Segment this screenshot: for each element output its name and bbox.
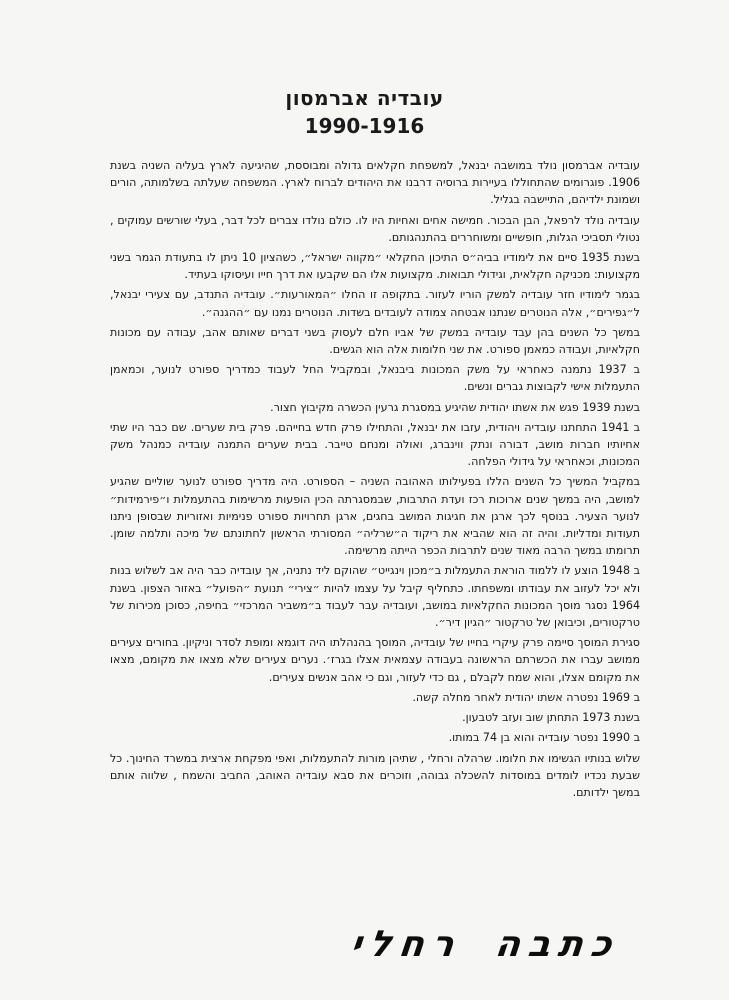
paragraph: בגמר לימודיו חזר עובדיה למשק הוריו לעזור. בתקופה זו החלו ״המאורעות״. עובדיה התנדב, עם צעירי יבנאל, ל״גפירים״, אלה הנוטרים שנתנו אבטחה צמודה לעובדים בשדות. הנוטרים נמנו עם ״ההגנה״. — [110, 288, 640, 319]
paragraph: בשנת 1973 התחתן שוב ועזב לטבעון. — [462, 711, 640, 725]
paragraph: ב 1990 נפטר עובדיה והוא בן 74 במותו. — [448, 731, 640, 745]
paragraph: עובדיה נולד לרפאל, הבן הבכור. חמישה אחים ואחיות היו לו. כולם נולדו צברים לכל דבר, בעלי שורשים עמוקים , נטולי תסביכי הגלות, חופשיים ומשוחררים בהתנהגותם. — [110, 213, 640, 244]
paragraph: במשך כל השנים בהן עבד עובדיה במשק של אביו חלם לעסוק בשני דברים שאותם אהב, עבודה עם מכונות חקלאיות, ועבודה כמאמן ספורט. את שני חלומות אלה הוא הגשים. — [110, 325, 640, 357]
page-title: עובדיה אברמסון — [285, 86, 444, 110]
paragraph: בשנת 1939 פגש את אשתו יהודית שהיגיע במסגרת גרעין הכשרה מקיבוץ חצור. — [270, 400, 640, 414]
paragraph: ב 1941 התחתנו עובדיה ויהודית, עזבו את יבנאל, והתחילו פרק חדש בחייהם. פרק בית שערים. שם כבר היו שתי אחיותיו חברות מושב, דבורה ונתק ווינברג, ואולה ומנחם טייבר. בבית שערים התמנה עובדיה כמנהל משק המכונות, וכאחראי על גידולי הפלחה. — [110, 420, 640, 469]
signature-word-name: רחלי — [347, 924, 465, 965]
paragraph: ב 1937 נתמנה כאחראי על משק המכונות ביבנאל, ובמקביל החל לעבוד כמדריך ספורט לנוער, וכמאמן התעמלות אישי לקבוצות גברים ונשים. — [110, 363, 640, 394]
paragraph: ב 1969 נפטרה אשתו יהודית לאחר מחלה קשה. — [412, 690, 640, 704]
paragraph: שלוש בנותיו הגשימו את חלומו. שרהלה ורחלי , שתיהן מורות להתעמלות, ואפי מפקחת ארצית במשרד החינוך. כל שבעת נכדיו לומדים במוסדות להשכלה גבוהה, וזוכרים את סבא עובדיה האוהב, החביב והשמח , שלווה אותם במשך ילדותם. — [110, 751, 640, 799]
handwritten-signature — [314, 924, 622, 965]
header — [0, 86, 729, 138]
paragraph: בשנת 1935 סיים את לימודיו בביה״ס התיכון החקלאי ״מקווה ישראל״, כשהציון 10 ניתן לו בתעודת הגמר בשני מקצועות: מכניקה חקלאית, וגידולי תבואות. מקצועות אלו הם שקבעו את דרך חייו ועיסוקו בעתיד. — [110, 251, 640, 282]
life-years: 1990-1916 — [304, 114, 425, 138]
paragraph: סגירת המוסך סיימה פרק עיקרי בחייו של עובדיה, המוסך בהנהלתו היה דוגמא ומופת לסדר וניקיון. בחורים צעירים ממושב עברו את הכשרתם הראשונה בעבודה עצמאית אצלו בגרז׳. נערים צעירים שלא מצאו את מקומם, מצאו את מקומם אצלו, והוא שמח לקבלם , גם כדי לעזור, וגם כי אהב אנשים צעירים. — [110, 636, 640, 684]
signature-word-wrote: כתבה — [492, 924, 622, 965]
paragraph: ב 1948 הוצע לו ללמוד הוראת התעמלות ב״מכון וינגייט״ שהוקם ליד נתניה, אך עובדיה כבר היה אב לשלוש בנות ולא יכל לעזוב את עבודתו ומשפחתו. כתחליף קיבל על עצמו להיות ״צירי״ תנועת ״הפועל״ באזור הצפון. בשנת 1964 נסגר מוסך המכונות החקלאיות במושב, ועובדיה עבר לעבוד ב״משביר המרכזי״ בחיפה, כסוכן מכירות של טרקטורים, וכיבואן של טרקטור ״הגיון דיר״. — [110, 564, 640, 630]
paragraph: עובדיה אברמסון נולד במושבה יבנאל, למשפחת חקלאים גדולה ומבוססת, שהיגיעה לארץ בעליה השניה בשנת 1906. פוגרומים שהתחוללו בעיירות ברוסיה דרבנו את היהודים לברוח לארץ. המשפחה שעלתה בשלמותה, הורים ושמונת ילדיהם, התיישבה בגליל. — [110, 159, 640, 207]
biography-text — [110, 157, 640, 804]
paragraph: במקביל המשיך כל השנים הללו בפעילותו האהובה השניה – הספורט. היה מדריך ספורט לנוער שוליים שהגיע למושב, היה במשך שנים ארוכות רכז ועדת התרבות, שבמסגרתה הכין הופעות מרשימות בהתעמלות ו״פירמידות״ לנוער הצעיר. בנוסף לכך ארגן את חגיגות המושב בחגים, ארגן תחרויות ספורט פנימיות ואזוריות שבסופן ניתנו תעודות ומדליות. והיה זה הוא שהביא את ריקוד ה״שרליה״ המסורתי הראשון לחתונתם של מיכה ותלמה שומן. תרומתו במשך הרבה מאוד שנים לתרבות הכפר הייתה מרשימה. — [110, 475, 640, 558]
